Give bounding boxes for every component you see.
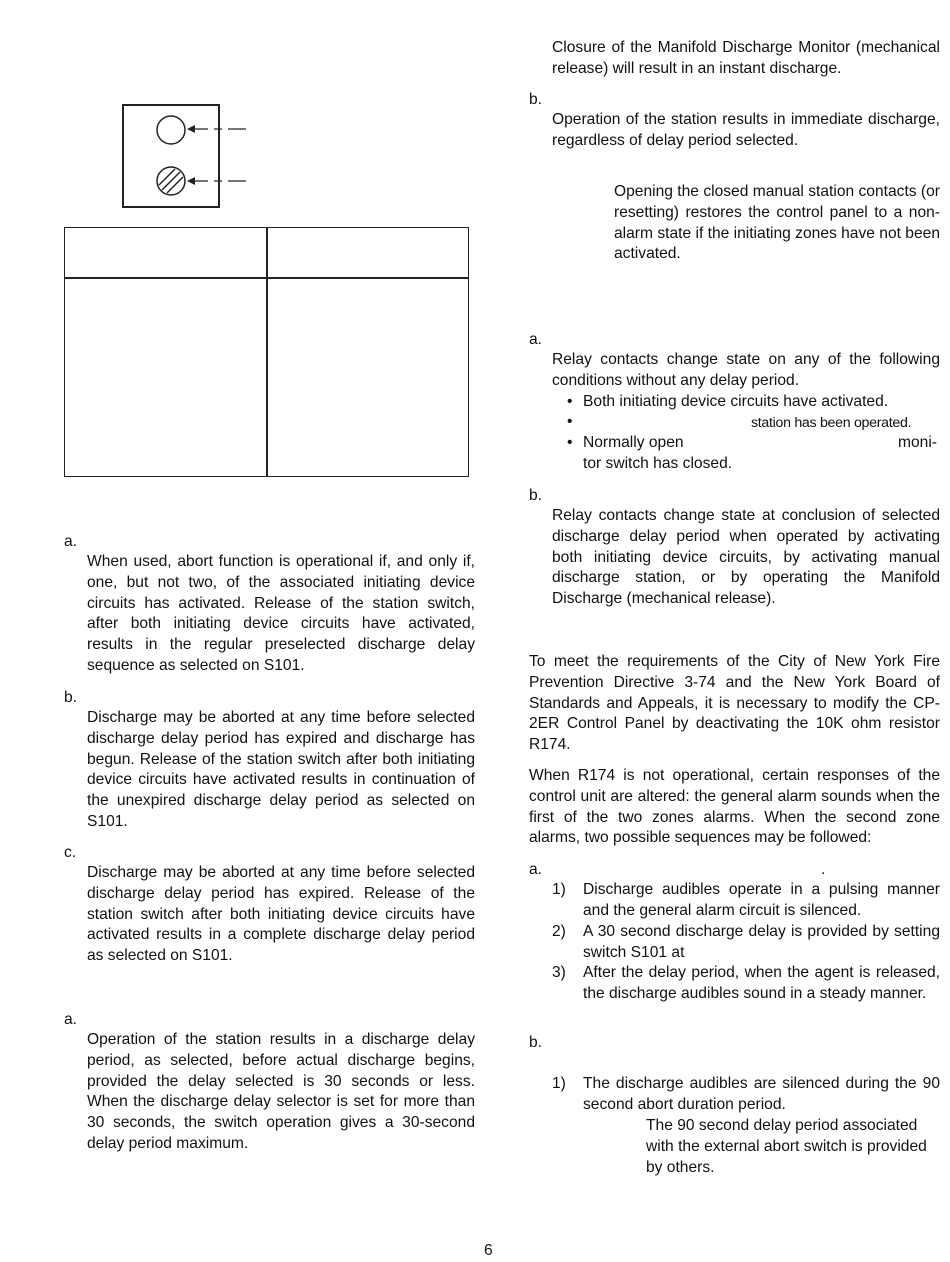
sequence-a-step-1-number: 1) [552, 881, 566, 898]
relay-bullet-1-marker: • [567, 393, 573, 410]
manual-item-a-text: Operation of the station results in a discharge delay period, as selected, before actual discharge begins, provided the delay selected is 30 seconds or less. When the discharge delay selector is set for more than 30 seconds, the switch operation gives a 30-second delay period maximum. [87, 1031, 475, 1152]
sequence-a-label: a. [529, 861, 543, 878]
sequence-b-step-1-number: 1) [552, 1075, 566, 1092]
r174-responses-paragraph: When R174 is not operational, certain responses of the control unit are altered: the general alarm sounds when the first of the two zones alarms. When the second zone alarms, two possible sequences may be followed: [529, 767, 940, 847]
sequence-a-step-3-text: After the delay period, when the agent is released, the discharge audibles sound in a steady manner. [583, 964, 940, 1002]
sequence-b-label: b. [529, 1034, 543, 1051]
relay-bullet-3-text-end: moni- [898, 434, 937, 451]
relay-bullet-2-marker: • [567, 413, 573, 430]
sequence-b-note: The 90 second delay period associated with the external abort switch is provided by others. [646, 1117, 927, 1176]
manual-item-a-label: a. [64, 1011, 78, 1028]
abort-item-b-text: Discharge may be aborted at any time before selected discharge delay period has expired and discharge has begun. Release of the station switch after both initiating device circuits have activated results in continuation of the unexpired discharge delay period as selected on S101. [87, 709, 475, 830]
relay-bullet-3-marker: • [567, 434, 573, 451]
relay-bullet-1-text: Both initiating device circuits have activated. [583, 393, 889, 410]
sequence-a-step-2-number: 2) [552, 923, 566, 940]
relay-item-b-label: b. [529, 487, 543, 504]
relay-bullet-2-text: station has been operated. [751, 415, 912, 431]
sequence-a-title-end: . [821, 861, 826, 878]
abort-item-c-label: c. [64, 844, 77, 861]
manual-item-b-label: b. [529, 91, 543, 108]
table-column-divider [266, 228, 268, 476]
page-number: 6 [484, 1242, 493, 1259]
abort-item-c-text: Discharge may be aborted at any time before selected discharge delay period has expired. Release of the station switch after both initiating device circuits have activated results in a complete discharge delay period as selected on S101. [87, 864, 475, 965]
relay-bullet-3-text-start: Normally open [583, 434, 684, 451]
sequence-a-step-1-text: Discharge audibles operate in a pulsing manner and the general alarm circuit is silenced. [583, 881, 940, 919]
indicator-lamp-icon [157, 116, 185, 144]
table-header-divider [65, 277, 468, 279]
blank-table [64, 227, 469, 477]
abort-item-a-label: a. [64, 533, 78, 550]
relay-item-a-text: Relay contacts change state on any of the following conditions without any delay period. [552, 351, 940, 389]
relay-bullet-3-text-continued: tor switch has closed. [583, 455, 733, 472]
sequence-b-step-1-text: The discharge audibles are silenced during the 90 second abort duration period. [583, 1075, 940, 1113]
nyc-requirements-paragraph: To meet the requirements of the City of New York Fire Prevention Directive 3-74 and the New York Board of Standards and Appeals, it is necessary to modify the CP-2ER Control Panel by deactivating the 10K ohm resistor R174. [529, 653, 940, 754]
manual-item-b-text: Operation of the station results in immediate discharge, regardless of delay period selected. [552, 111, 940, 149]
panel-callouts [150, 110, 260, 200]
sequence-a-step-3-number: 3) [552, 964, 566, 981]
abort-item-a-text: When used, abort function is operational if, and only if, one, but not two, of the associated initiating device circuits has activated. Release of the station switch, after both initiating device circuits have activated, results in the regular preselected discharge delay sequence as selected on S101. [87, 553, 475, 674]
abort-item-b-label: b. [64, 689, 78, 706]
relay-item-a-label: a. [529, 331, 543, 348]
sequence-a-step-2-text: A 30 second discharge delay is provided by setting switch S101 at [583, 923, 940, 961]
manual-station-note: Opening the closed manual station contacts (or resetting) restores the control panel to a non-alarm state if the initiating zones have not been activated. [614, 183, 940, 263]
manifold-release-text: Closure of the Manifold Discharge Monitor (mechanical release) will result in an instant discharge. [552, 39, 940, 77]
relay-item-b-text: Relay contacts change state at conclusion of selected discharge delay period when operated by activating both initiating device circuits, by activating manual discharge station, or by operating the Manifold Discharge (mechanical release). [552, 507, 940, 608]
